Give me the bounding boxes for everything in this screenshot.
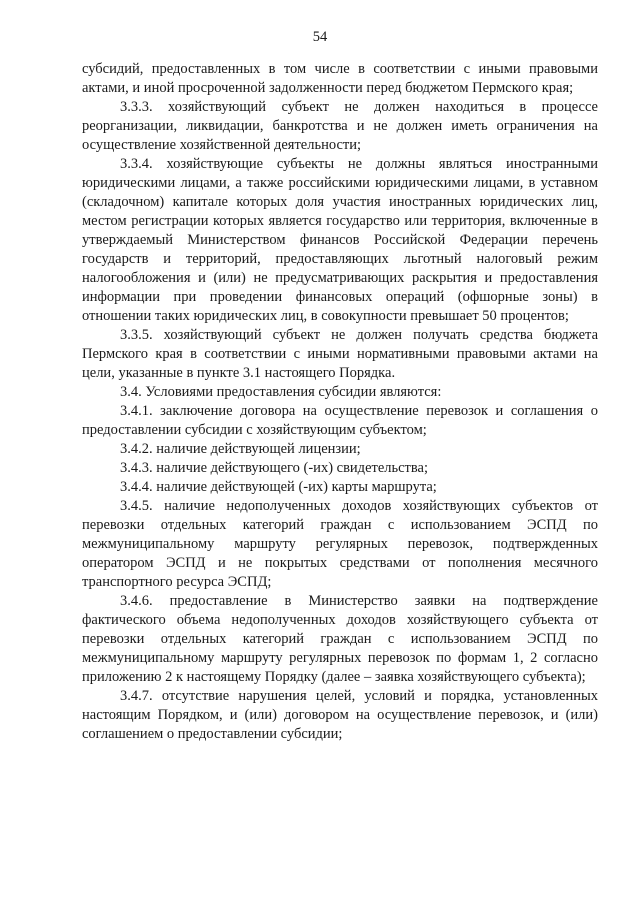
paragraph-continuation: субсидий, предоставленных в том числе в соответствии с иными правовыми актами, и иной просроченной задолженности перед бюджетом Пермского края; [82, 61, 598, 96]
paragraph-3-4-6: 3.4.6. предоставление в Министерство заявки на подтверждение фактического объема недополученных доходов хозяйствующего субъекта от перевозки отдельных категорий граждан с использованием ЭСПД по межмуниципальному маршруту регулярных перевозок по формам 1, 2 согласно приложению 2 к настоящему Порядку (далее – заявка хозяйствующего субъекта); [82, 593, 598, 685]
paragraph-3-4-5: 3.4.5. наличие недополученных доходов хозяйствующих субъектов от перевозки отдельных категорий граждан с использованием ЭСПД по межмуниципальному маршруту регулярных перевозок, подтвержденных оператором ЭСПД и не покрытых средствами от пополнения месячного транспортного ресурса ЭСПД; [82, 498, 598, 590]
paragraph-3-3-5: 3.3.5. хозяйствующий субъект не должен получать средства бюджета Пермского края в соответствии с иными нормативными правовыми актами на цели, указанные в пункте 3.1 настоящего Порядка. [82, 327, 598, 381]
paragraph-3-4-3: 3.4.3. наличие действующего (-их) свидетельства; [120, 460, 429, 476]
paragraph-3-4: 3.4. Условиями предоставления субсидии являются: [120, 384, 442, 400]
page-number: 54 [312, 29, 328, 45]
paragraph-3-4-4: 3.4.4. наличие действующей (-их) карты маршрута; [120, 479, 437, 495]
paragraph-3-4-1: 3.4.1. заключение договора на осуществление перевозок и соглашения о предоставлении субсидии с хозяйствующим субъектом; [82, 403, 598, 438]
paragraph-3-4-7: 3.4.7. отсутствие нарушения целей, условий и порядка, установленных настоящим Порядком, и (или) договором на осуществление перевозок, и (или) соглашением о предоставлении субсидии; [82, 688, 598, 742]
document-body [82, 60, 598, 744]
paragraph-3-4-2: 3.4.2. наличие действующей лицензии; [120, 441, 361, 457]
paragraph-3-3-4: 3.3.4. хозяйствующие субъекты не должны являться иностранными юридическими лицами, а также российскими юридическими лицами, в уставном (складочном) капитале которых доля участия иностранных юридических лиц, местом регистрации которых является государство или территория, включенные в утверждаемый Министерством финансов Российской Федерации перечень государств и территорий, предоставляющих льготный налоговый режим налогообложения и (или) не предусматривающих раскрытия и предоставления информации при проведении финансовых операций (офшорные зоны) в отношении таких юридических лиц, в совокупности превышает 50 процентов; [82, 156, 598, 324]
paragraph-3-3-3: 3.3.3. хозяйствующий субъект не должен находиться в процессе реорганизации, ликвидации, банкротства и не должен иметь ограничения на осуществление хозяйственной деятельности; [82, 99, 598, 153]
